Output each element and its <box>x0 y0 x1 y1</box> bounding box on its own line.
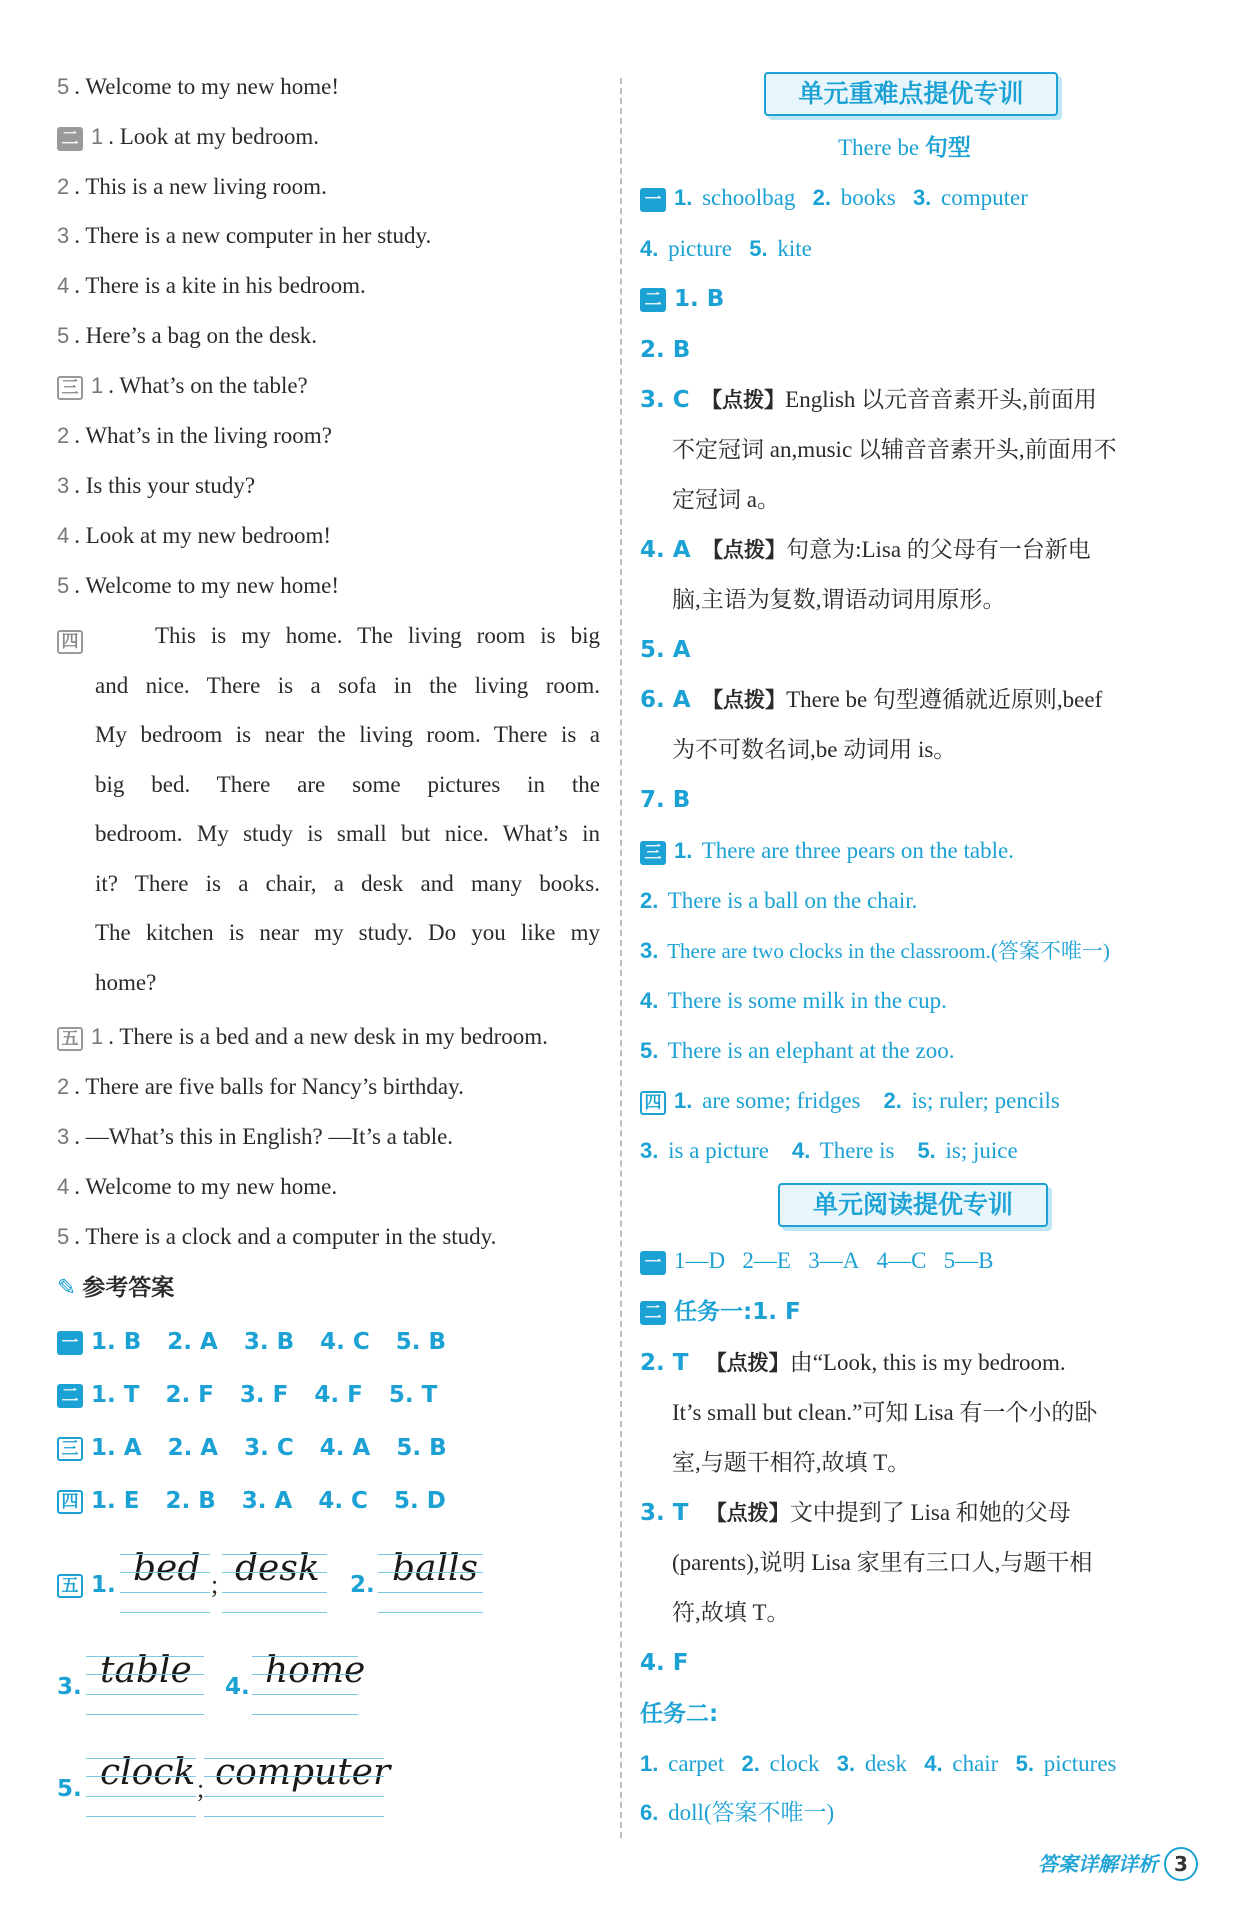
section-badge: 五 <box>57 1027 83 1051</box>
text-line: 五 1 . There is a bed and a new desk in my bedroom. <box>57 1022 548 1052</box>
explanation-line: It’s small but clean.”可知 Lisa 有一个小的卧 <box>672 1400 1098 1425</box>
writing-row-1: 五 1. <box>57 1570 116 1600</box>
answer-row: 二 1. T 2. F 3. F 4. F 5. T <box>57 1380 463 1410</box>
answer-line: 四 1. are some; fridges 2. is; ruler; pencils <box>640 1086 1060 1116</box>
handwritten-answer: home <box>265 1650 366 1691</box>
explanation-line: 不定冠词 an,music 以辅音音素开头,前面用不 <box>672 437 1117 462</box>
answer-line: 二 任务一:1. F <box>640 1297 801 1327</box>
handwritten-answer: table <box>100 1650 192 1691</box>
page-number: 3 <box>1164 1847 1198 1881</box>
column-divider <box>620 78 622 1838</box>
text-line: 5 . Welcome to my new home! <box>57 74 339 99</box>
explanation-line: 符,故填 T。 <box>672 1600 790 1625</box>
passage: This is my home. The living room is big and nice. There is a sofa in the living room. My bedroom is near the living room. There is a big bed. There are some pictures in the bedroom. My study is small but nice. What’s in it? There is a chair, a desk and many books. The kitchen is near my study. Do you like my home? <box>95 623 600 995</box>
explanation-line: 定冠词 a。 <box>672 487 780 512</box>
text-line: 三 1 . What’s on the table? <box>57 371 308 401</box>
text-line: 3 . —What’s this in English? —It’s a table. <box>57 1124 454 1149</box>
text-line: 2 . What’s in the living room? <box>57 423 332 448</box>
explanation-line: 为不可数名词,be 动词用 is。 <box>672 737 957 762</box>
answer-line: 3. is a picture 4. There is 5. is; juice <box>640 1138 1018 1163</box>
separator: ; <box>211 1570 219 1599</box>
answer-line: 6. doll(答案不唯一) <box>640 1800 835 1825</box>
answer-line: 4. A 【点拨】句意为:Lisa 的父母有一台新电 <box>640 537 1091 563</box>
answer-row: 四 1. E 2. B 3. A 4. C 5. D <box>57 1486 472 1516</box>
handwritten-answer: bed <box>133 1548 201 1589</box>
section-header: 单元重难点提优专训 <box>764 72 1058 116</box>
answer-line: 5. There is an elephant at the zoo. <box>640 1038 955 1063</box>
explanation-line: (parents),说明 Lisa 家里有三口人,与题干相 <box>672 1550 1093 1575</box>
text-line: 3 . Is this your study? <box>57 473 256 498</box>
text-line: 5 . Welcome to my new home! <box>57 573 339 598</box>
text-line: 5 . There is a clock and a computer in the study. <box>57 1224 497 1249</box>
answer-line: 二 1. B <box>640 284 724 314</box>
text-line: 4 . There is a kite in his bedroom. <box>57 273 366 298</box>
section-badge-4: 四 <box>57 625 91 655</box>
text-line: 5 . Here’s a bag on the desk. <box>57 323 317 348</box>
explanation-line: 室,与题干相符,故填 T。 <box>672 1450 911 1475</box>
answer-line: 3. There are two clocks in the classroom.(答案不唯一) <box>640 938 1110 963</box>
page-footer: 答案详解详析 3 <box>1038 1847 1198 1881</box>
answer-line: 7. B <box>640 787 691 813</box>
text-line: 2 . There are five balls for Nancy’s birthday. <box>57 1074 464 1099</box>
answer-line: 3. C 【点拨】English 以元音音素开头,前面用 <box>640 387 1097 413</box>
answer-row: 一 1. B 2. A 3. B 4. C 5. B <box>57 1327 472 1357</box>
answer-row: 三 1. A 2. A 3. C 4. A 5. B <box>57 1433 473 1463</box>
answer-line: 3. T 【点拨】文中提到了 Lisa 和她的父母 <box>640 1500 1071 1526</box>
task-label: 任务二: <box>640 1701 719 1727</box>
section-header: 单元阅读提优专训 <box>778 1183 1048 1227</box>
item-number: 5. <box>57 1776 82 1802</box>
text-line: 2 . This is a new living room. <box>57 174 327 199</box>
answer-line: 2. B <box>640 337 691 363</box>
item-number: 4. <box>225 1674 250 1700</box>
section-badge: 三 <box>57 376 83 400</box>
answer-line: 2. There is a ball on the chair. <box>640 888 918 913</box>
answer-line: 4. There is some milk in the cup. <box>640 988 947 1013</box>
text-line: 4 . Look at my new bedroom! <box>57 523 332 548</box>
answer-line: 6. A 【点拨】There be 句型遵循就近原则,beef <box>640 687 1103 713</box>
answer-line: 一 1—D 2—E 3—A 4—C 5—B <box>640 1246 994 1276</box>
text-line: 4 . Welcome to my new home. <box>57 1174 338 1199</box>
separator: ; <box>197 1774 205 1803</box>
section-badge: 二 <box>57 127 83 151</box>
handwritten-answer: desk <box>235 1548 320 1589</box>
handwritten-answer: clock <box>100 1752 196 1793</box>
text-line: 二 1 . Look at my bedroom. <box>57 122 319 152</box>
item-number: 3. <box>57 1674 82 1700</box>
answer-line: 5. A <box>640 637 691 663</box>
reference-answers-title: ✎ 参考答案 <box>57 1275 175 1301</box>
text-line: 3 . There is a new computer in her study. <box>57 223 432 248</box>
item-number: 2. <box>350 1572 375 1598</box>
handwritten-answer: balls <box>392 1548 479 1589</box>
pencil-icon: ✎ <box>57 1275 77 1301</box>
answer-line: 1. carpet 2. clock 3. desk 4. chair 5. pictures <box>640 1751 1117 1776</box>
handwritten-answer: computer <box>215 1752 391 1793</box>
subtitle: There be 句型 <box>838 135 971 161</box>
answer-line: 三 1. There are three pears on the table. <box>640 836 1014 866</box>
answer-line: 一 1. schoolbag 2. books 3. computer <box>640 183 1028 213</box>
answer-line: 4. picture 5. kite <box>640 236 812 261</box>
explanation-line: 脑,主语为复数,谓语动词用原形。 <box>672 587 1006 612</box>
answer-line: 4. F <box>640 1650 689 1676</box>
answer-line: 2. T 【点拨】由“Look, this is my bedroom. <box>640 1350 1066 1376</box>
